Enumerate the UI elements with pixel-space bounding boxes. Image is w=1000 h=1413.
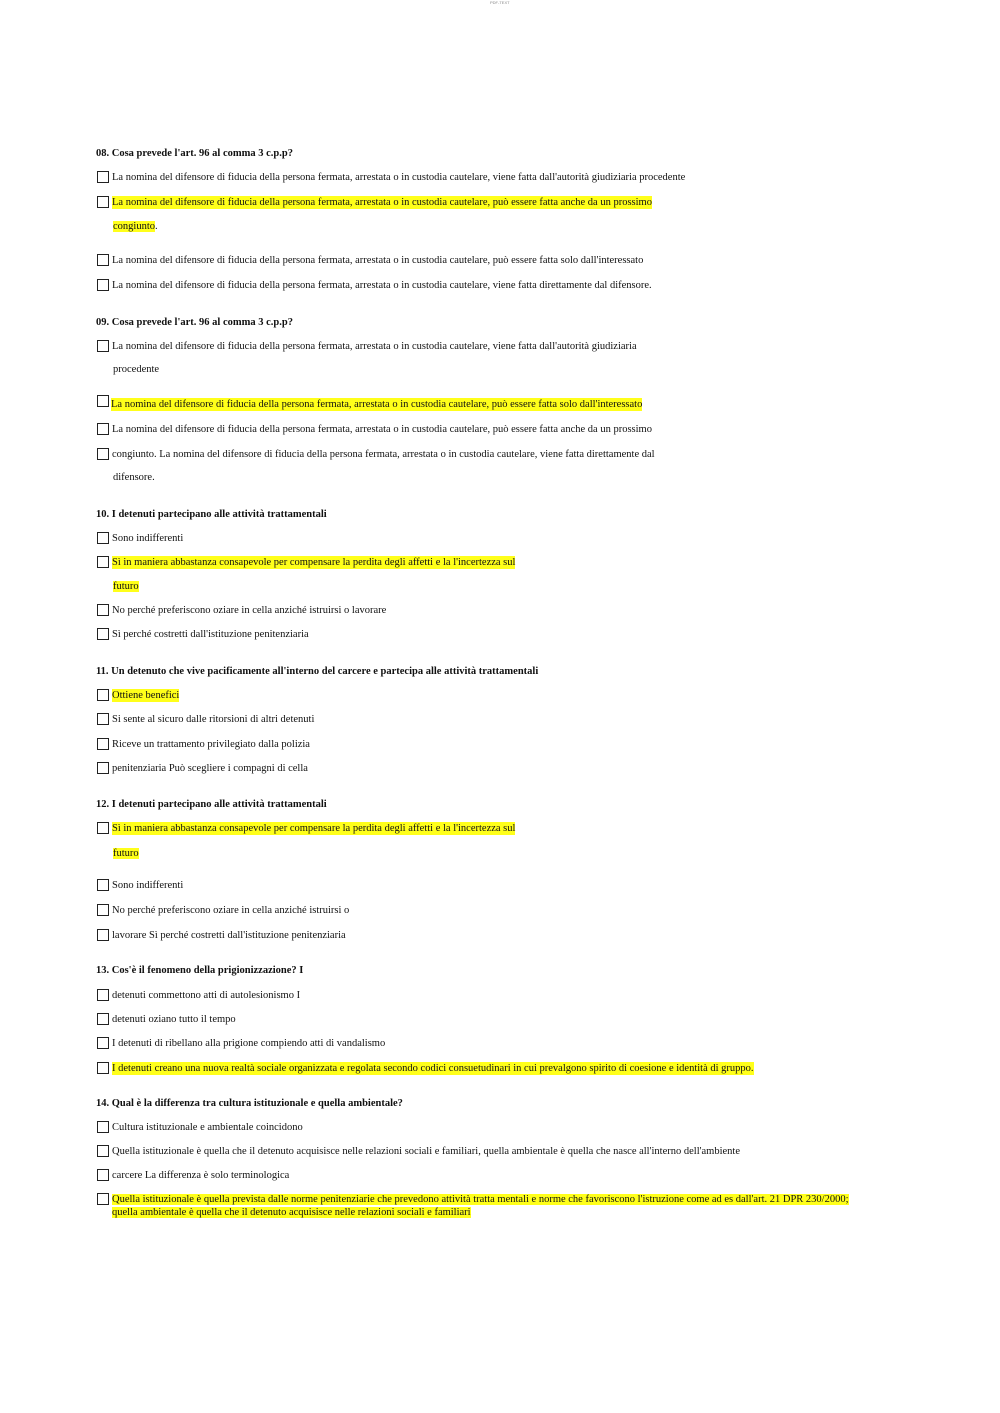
option-text: La nomina del difensore di fiducia della persona fermata, arrestata o in custodia cautelare, può essere fatta solo dall'interessato bbox=[112, 255, 644, 266]
checkbox[interactable] bbox=[97, 989, 109, 1001]
checkbox[interactable] bbox=[97, 1169, 109, 1181]
q08-option-1[interactable] bbox=[97, 171, 685, 184]
checkbox[interactable] bbox=[97, 929, 109, 941]
option-text: I detenuti di ribellano alla prigione compiendo atti di vandalismo bbox=[112, 1038, 386, 1049]
checkbox[interactable] bbox=[97, 822, 109, 834]
q13-option-4[interactable] bbox=[97, 1062, 754, 1075]
option-text-highlighted: Sì in maniera abbastanza consapevole per compensare la perdita degli affetti e la l'incertezza sul bbox=[112, 557, 516, 568]
q10-option-3[interactable] bbox=[97, 604, 386, 617]
checkbox[interactable] bbox=[97, 556, 109, 568]
option-text-highlighted: Ottiene benefici bbox=[112, 690, 180, 701]
option-text-highlighted: I detenuti creano una nuova realtà sociale organizzata e regolata secondo codici consuetudinari in cui prevalgono spirito di coesione e identità di gruppo. bbox=[112, 1063, 754, 1074]
highlighted-text: futuro bbox=[113, 848, 139, 859]
question-10-title: 10. I detenuti partecipano alle attività trattamentali bbox=[96, 509, 327, 520]
checkbox[interactable] bbox=[97, 1062, 109, 1074]
option-text: No perché preferiscono oziare in cella anziché istruirsi o bbox=[112, 905, 350, 916]
option-text: Sono indifferenti bbox=[112, 533, 184, 544]
q09-option-1[interactable] bbox=[97, 340, 637, 353]
q09-option-4-continuation: difensore. bbox=[113, 472, 155, 483]
highlighted-text: futuro bbox=[113, 581, 139, 592]
option-text: La nomina del difensore di fiducia della persona fermata, arrestata o in custodia cautelare, può essere fatta anche da un prossimo bbox=[112, 424, 652, 435]
q09-option-4[interactable] bbox=[97, 448, 655, 461]
q08-option-2[interactable] bbox=[97, 196, 652, 209]
q09-option-3[interactable] bbox=[97, 423, 652, 436]
option-text: penitenziaria Può scegliere i compagni di cella bbox=[112, 763, 308, 774]
checkbox[interactable] bbox=[97, 532, 109, 544]
checkbox[interactable] bbox=[97, 689, 109, 701]
option-text-highlighted: La nomina del difensore di fiducia della persona fermata, arrestata o in custodia cautelare, può essere fatta anche da un prossimo bbox=[112, 197, 652, 208]
q10-option-1[interactable] bbox=[97, 532, 183, 545]
option-text: Cultura istituzionale e ambientale coincidono bbox=[112, 1122, 303, 1133]
checkbox[interactable] bbox=[97, 762, 109, 774]
option-text-highlighted bbox=[112, 1193, 872, 1219]
option-text: No perché preferiscono oziare in cella anziché istruirsi o lavorare bbox=[112, 605, 387, 616]
question-11-title: 11. Un detenuto che vive pacificamente all'interno del carcere e partecipa alle attività trattamentali bbox=[96, 666, 539, 677]
q12-option-1-continuation bbox=[113, 847, 139, 860]
q08-option-4[interactable] bbox=[97, 279, 652, 292]
checkbox[interactable] bbox=[97, 1121, 109, 1133]
question-13-title: 13. Cos'è il fenomeno della prigionizzazione? I bbox=[96, 965, 304, 976]
checkbox[interactable] bbox=[97, 395, 109, 407]
q11-option-3[interactable] bbox=[97, 738, 310, 751]
checkbox[interactable] bbox=[97, 738, 109, 750]
q11-option-4[interactable] bbox=[97, 762, 308, 775]
q13-option-1[interactable] bbox=[97, 989, 300, 1002]
q09-option-1-continuation: procedente bbox=[113, 364, 160, 375]
option-text: lavorare Sì perché costretti dall'istituzione penitenziaria bbox=[112, 930, 346, 941]
q12-option-2[interactable] bbox=[97, 879, 183, 892]
q13-option-2[interactable] bbox=[97, 1013, 236, 1026]
question-09-title: 09. Cosa prevede l'art. 96 al comma 3 c.p.p? bbox=[96, 317, 293, 328]
checkbox[interactable] bbox=[97, 196, 109, 208]
q12-option-1[interactable] bbox=[97, 822, 515, 835]
checkbox[interactable] bbox=[97, 254, 109, 266]
option-text: Sì perché costretti dall'istituzione penitenziaria bbox=[112, 629, 309, 640]
option-text: detenuti commettono atti di autolesionismo I bbox=[112, 990, 301, 1001]
q08-option-3[interactable] bbox=[97, 254, 643, 267]
checkbox[interactable] bbox=[97, 604, 109, 616]
checkbox[interactable] bbox=[97, 340, 109, 352]
option-text: La nomina del difensore di fiducia della persona fermata, arrestata o in custodia cautelare, viene fatta direttamente dal difensore. bbox=[112, 280, 652, 291]
checkbox[interactable] bbox=[97, 423, 109, 435]
q12-option-3[interactable] bbox=[97, 904, 349, 917]
checkbox[interactable] bbox=[97, 904, 109, 916]
page-header-mark: PDF-TEXT bbox=[490, 0, 510, 5]
checkbox[interactable] bbox=[97, 1037, 109, 1049]
q08-option-2-continuation bbox=[113, 220, 158, 233]
q14-option-4[interactable] bbox=[97, 1193, 872, 1219]
q14-option-2[interactable] bbox=[97, 1145, 740, 1158]
checkbox[interactable] bbox=[97, 279, 109, 291]
question-14-title: 14. Qual è la differenza tra cultura istituzionale e quella ambientale? bbox=[96, 1098, 403, 1109]
checkbox[interactable] bbox=[97, 628, 109, 640]
checkbox[interactable] bbox=[97, 1013, 109, 1025]
q10-option-2-continuation bbox=[113, 580, 139, 593]
option-text: Riceve un trattamento privilegiato dalla polizia bbox=[112, 739, 310, 750]
q11-option-1[interactable] bbox=[97, 689, 179, 702]
highlighted-text: Quella istituzionale è quella prevista dalle norme penitenziarie che prevedono attività tratta mentali e norme che favoriscono l'istruzione come ad es dall'art. 21 DPR 230/2000; quella ambientale è quella che il detenuto acquisisce nelle relazioni sociali e familiari bbox=[112, 1194, 849, 1218]
option-text: carcere La differenza è solo terminologica bbox=[112, 1170, 290, 1181]
option-text: detenuti oziano tutto il tempo bbox=[112, 1014, 236, 1025]
checkbox[interactable] bbox=[97, 713, 109, 725]
q11-option-2[interactable] bbox=[97, 713, 314, 726]
option-text: La nomina del difensore di fiducia della persona fermata, arrestata o in custodia cautelare, viene fatta dall'autorità giudiziaria procedente bbox=[112, 172, 686, 183]
question-12-title: 12. I detenuti partecipano alle attività trattamentali bbox=[96, 799, 327, 810]
checkbox[interactable] bbox=[97, 171, 109, 183]
checkbox[interactable] bbox=[97, 879, 109, 891]
q14-option-3[interactable] bbox=[97, 1169, 289, 1182]
option-text: Quella istituzionale è quella che il detenuto acquisisce nelle relazioni sociali e familiari, quella ambientale è quella che nasce all'interno dell'ambiente bbox=[112, 1146, 740, 1157]
option-text-highlighted: Sì in maniera abbastanza consapevole per compensare la perdita degli affetti e la l'incertezza sul bbox=[112, 823, 516, 834]
checkbox[interactable] bbox=[97, 1193, 109, 1205]
q14-option-1[interactable] bbox=[97, 1121, 303, 1134]
q13-option-3[interactable] bbox=[97, 1037, 385, 1050]
trailing-period: . bbox=[155, 221, 158, 232]
option-text: Si sente al sicuro dalle ritorsioni di altri detenuti bbox=[112, 714, 315, 725]
option-text-highlighted: La nomina del difensore di fiducia della persona fermata, arrestata o in custodia cautelare, può essere fatta solo dall'interessato bbox=[111, 399, 643, 410]
q10-option-2[interactable] bbox=[97, 556, 515, 569]
question-08-title: 08. Cosa prevede l'art. 96 al comma 3 c.p.p? bbox=[96, 148, 293, 159]
q12-option-4[interactable] bbox=[97, 929, 346, 942]
q09-option-2[interactable] bbox=[97, 395, 642, 411]
option-text: La nomina del difensore di fiducia della persona fermata, arrestata o in custodia cautelare, viene fatta dall'autorità giudiziaria bbox=[112, 341, 637, 352]
option-text: congiunto. La nomina del difensore di fiducia della persona fermata, arrestata o in custodia cautelare, viene fatta direttamente dal bbox=[112, 449, 655, 460]
q10-option-4[interactable] bbox=[97, 628, 309, 641]
checkbox[interactable] bbox=[97, 1145, 109, 1157]
option-text: Sono indifferenti bbox=[112, 880, 184, 891]
checkbox[interactable] bbox=[97, 448, 109, 460]
highlighted-text: congiunto bbox=[113, 221, 155, 232]
